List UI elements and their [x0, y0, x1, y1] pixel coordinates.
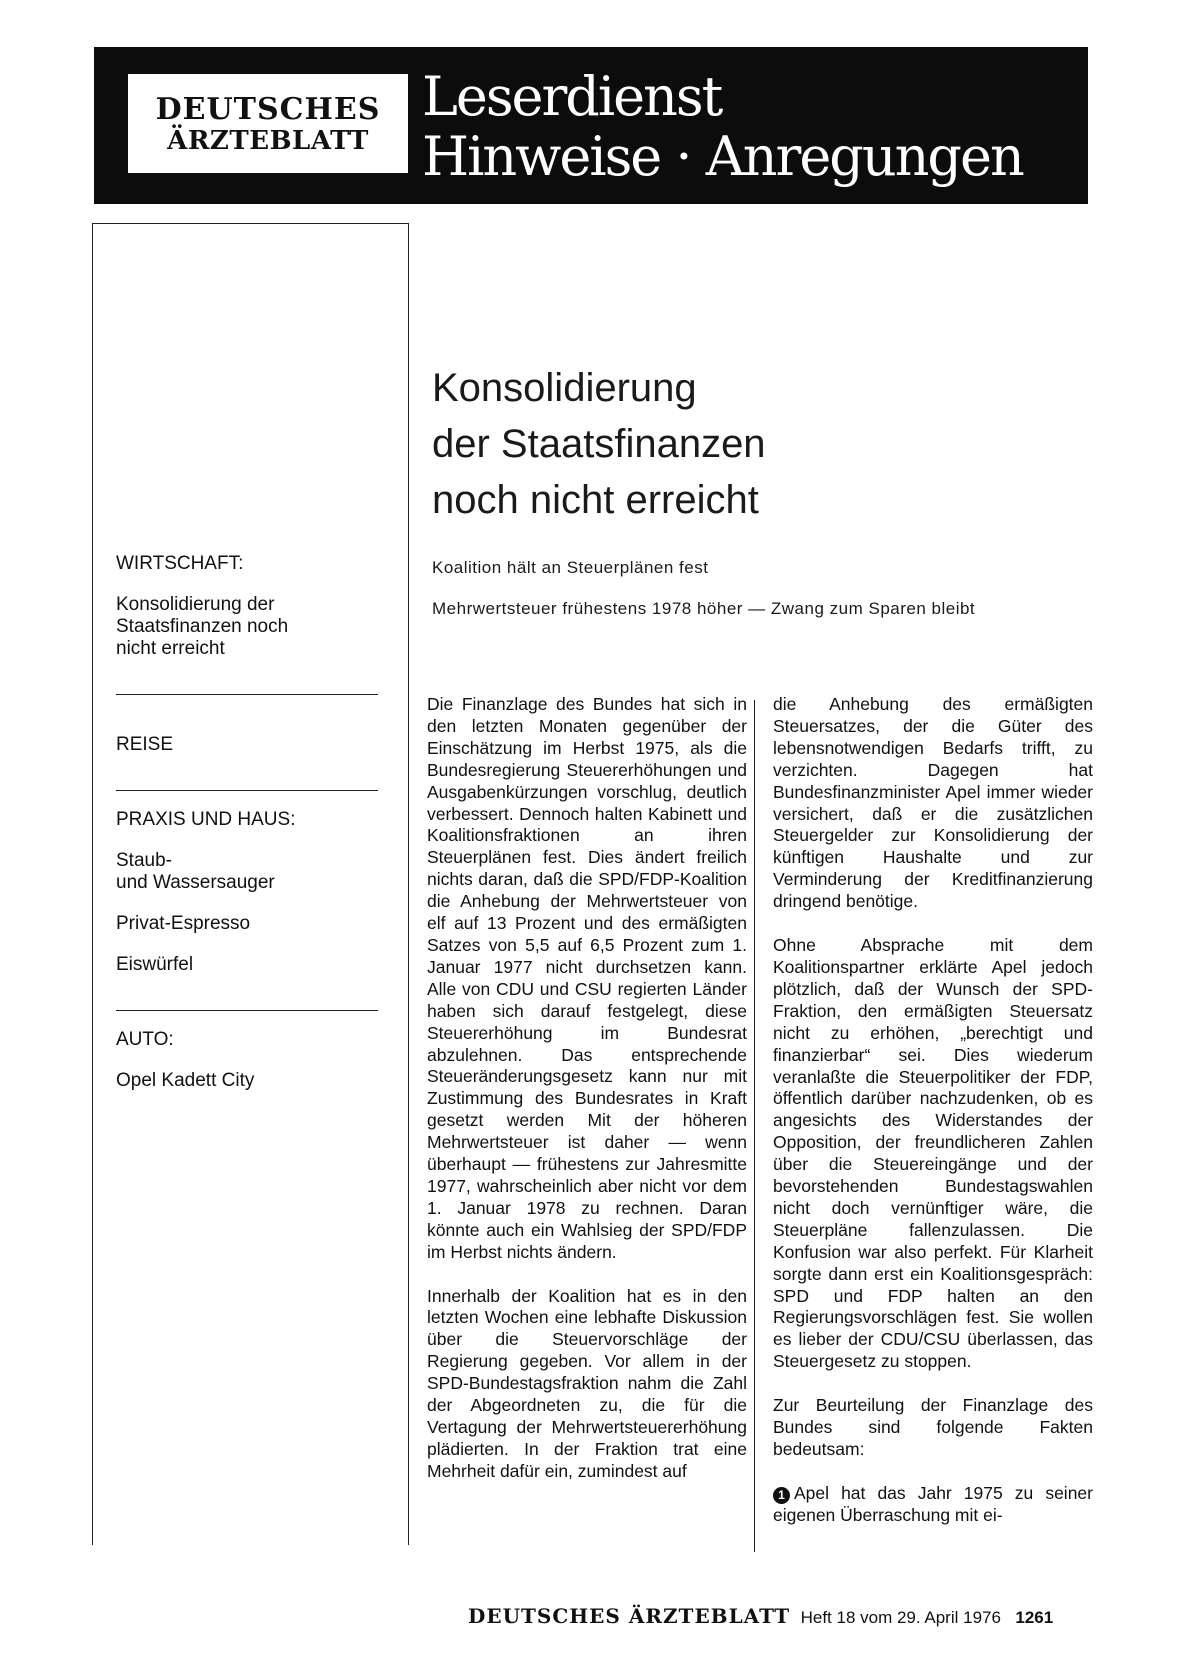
toc-divider: [116, 790, 378, 791]
headline-line: der Staatsfinanzen: [432, 422, 766, 466]
article-column-1: [427, 694, 747, 1505]
toc-heading-auto: AUTO:: [116, 1029, 174, 1050]
toc-heading-reise: REISE: [116, 734, 174, 755]
logo-line-1: DEUTSCHES: [155, 92, 381, 127]
toc-item: Privat-Espresso: [116, 913, 251, 934]
section-title: Leserdienst: [422, 65, 722, 128]
headline-line: Konsolidierung: [432, 366, 697, 410]
body-paragraph: die Anhebung des ermäßigten Steuersatzes, der die Güter des lebensnotwendigen Bedarfs trifft, zu verzichten. Dagegen hat Bundesfinanzminister Apel immer wieder versichert, daß er die zusätzlichen Steuergelder zur Konsolidierung der künftigen Haushalte und zur Verminderung der Kreditfinanzierung dringend benötige.: [773, 694, 1093, 912]
toc-item: und Wassersauger: [116, 872, 275, 893]
toc-item: Staub-: [116, 850, 172, 871]
toc-item: Opel Kadett City: [116, 1070, 255, 1091]
article-subhead-2: Mehrwertsteuer frühestens 1978 höher — Zwang zum Sparen bleibt: [432, 599, 976, 618]
headline-line: noch nicht erreicht: [432, 478, 759, 522]
column-divider: [754, 700, 755, 1552]
contents-sidebar: [92, 223, 409, 1545]
toc-heading-praxis: PRAXIS UND HAUS:: [116, 809, 296, 830]
section-subtitle: Hinweise · Anregungen: [422, 125, 1023, 188]
number-marker-icon: 1: [773, 1487, 790, 1504]
body-paragraph: Innerhalb der Koalition hat es in den letzten Wochen eine lebhafte Diskussion über die Steuervorschläge der Regierung gegeben. Vor allem in der SPD-Bundestagsfraktion nahm die Zahl der Abgeordneten zu, die für die Vertagung der Mehrwertsteuererhöhung plädierten. In der Fraktion trat eine Mehrheit dafür ein, zumindest auf: [427, 1285, 747, 1481]
toc-item: Eiswürfel: [116, 954, 194, 975]
toc-divider: [116, 694, 378, 695]
toc-divider: [116, 1010, 378, 1011]
journal-logo: [128, 74, 408, 173]
masthead-banner: [94, 47, 1088, 204]
toc-item-article: nicht erreicht: [116, 638, 225, 659]
logo-line-2: ÄRZTEBLATT: [167, 126, 369, 156]
body-paragraph: Ohne Absprache mit dem Koalitionspartner erklärte Apel jedoch plötzlich, daß der Wunsch der SPD-Fraktion, den ermäßigten Steuersatz nicht zu erhöhen, „berechtigt und finanzierbar“ sei. Dies wiederum veranlaßte die Steuerpolitiker der FDP, öffentlich darüber nachzudenken, ob es angesichts des Widerstandes der Opposition, der freundlicheren Zahlen über die Steuereingänge und der bevorstehenden Bundestagswahlen nicht doch vernünftiger wäre, die Steuerpläne fallenzulassen. Die Konfusion war also perfekt. Für Klarheit sorgte dann erst ein Koalitionsgespräch: SPD und FDP halten an den Regierungsvorschlägen fest. Sie wollen es lieber der CDU/CSU überlassen, das Steuergesetz zu stoppen.: [773, 935, 1093, 1372]
body-paragraph-numbered: [773, 1483, 1093, 1527]
numbered-point-text: Apel hat das Jahr 1975 zu seiner eigenen Überraschung mit ei-: [773, 1482, 1093, 1525]
page-number: 1261: [1015, 1608, 1054, 1627]
toc-item-article: Staatsfinanzen noch: [116, 616, 289, 637]
body-paragraph: Die Finanzlage des Bundes hat sich in den letzten Monaten gegenüber der Einschätzung im Herbst 1975, als die Bundesregierung Steuererhöhungen und Ausgabenkürzungen vorschlug, deutlich verbessert. Dennoch halten Kabinett und Koalitionsfraktionen an ihren Steuerplänen fest. Dies ändert freilich nichts daran, daß die SPD/FDP-Koalition die Anhebung der Mehrwertsteuer von elf auf 13 Prozent und des ermäßigten Satzes von 5,5 auf 6,5 Prozent zum 1. Januar 1977 nicht durchsetzen kann. Alle von CDU und CSU regierten Länder haben sich darauf festgelegt, diese Steuererhöhung im Bundesrat abzulehnen. Das entsprechende Steueränderungsgesetz kann nur mit Zustimmung des Bundesrates in Kraft gesetzt werden Mit der höheren Mehrwertsteuer ist daher — wenn überhaupt — frühestens zur Jahresmitte 1977, wahrscheinlich aber nicht vor dem 1. Januar 1978 zu rechnen. Daran könnte auch ein Wahlsieg der SPD/FDP im Herbst nichts ändern.: [427, 694, 747, 1262]
toc-heading-wirtschaft: WIRTSCHAFT:: [116, 553, 244, 574]
article-subhead-1: Koalition hält an Steuerplänen fest: [432, 558, 709, 577]
toc-item-article: Konsolidierung der: [116, 594, 275, 615]
footer-journal-name: DEUTSCHES ÄRZTEBLATT: [468, 1604, 791, 1628]
article-column-2: [773, 694, 1093, 1549]
footer-issue: Heft 18 vom 29. April 1976: [800, 1608, 1001, 1627]
article-headline: [432, 360, 766, 528]
body-paragraph: Zur Beurteilung der Finanzlage des Bundes sind folgende Fakten bedeutsam:: [773, 1395, 1093, 1459]
page-footer: [468, 1604, 1053, 1628]
